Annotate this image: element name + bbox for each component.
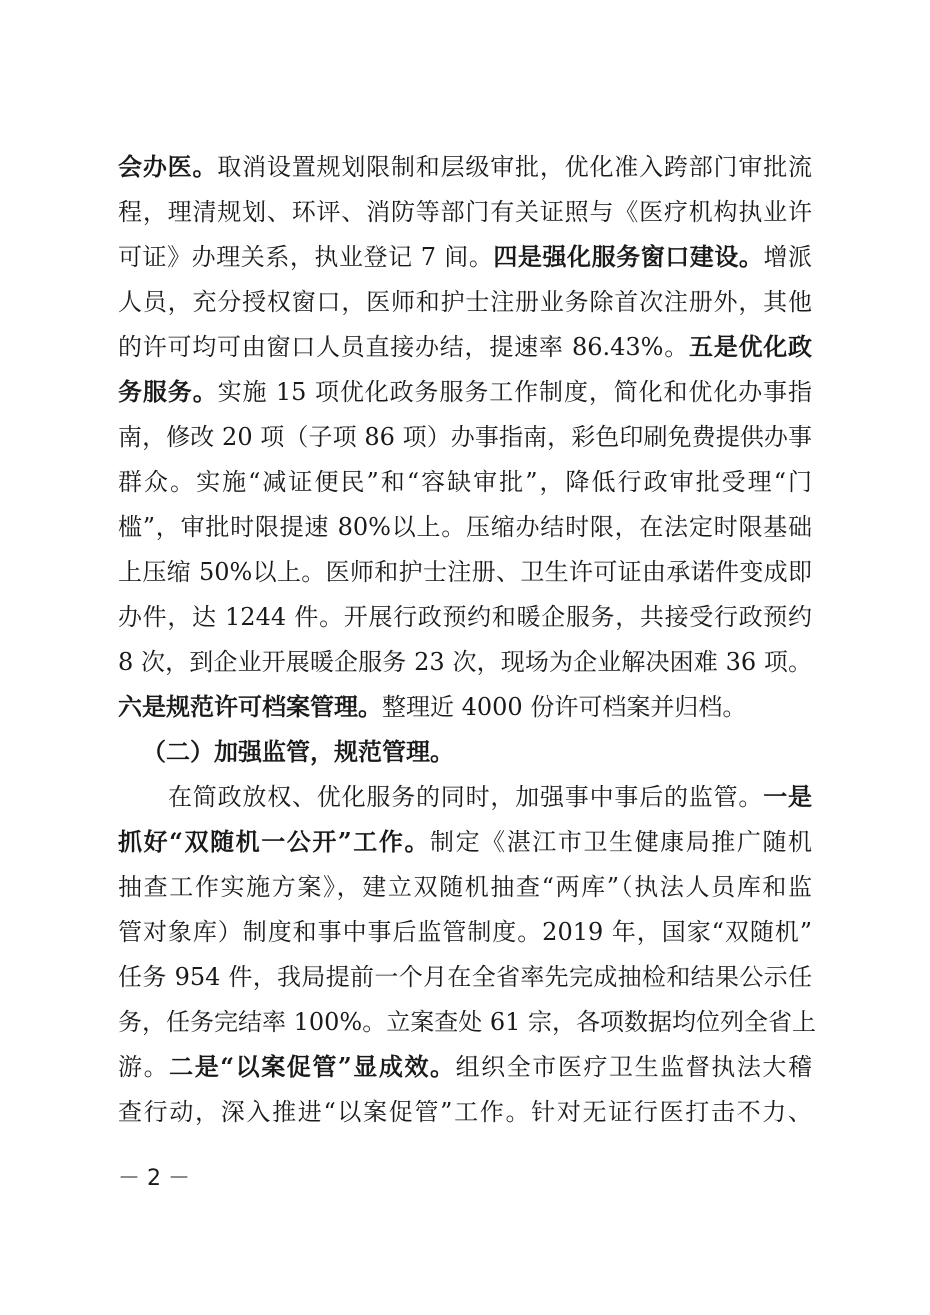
text-line xyxy=(118,196,812,228)
text-span: 办件，达 1244 件。开展行政预约和暖企服务，共接受行政预约 xyxy=(118,603,812,631)
text-line xyxy=(118,1096,812,1128)
text-line xyxy=(118,871,812,903)
text-span: 在简政放权、优化服务的同时，加强事中事后的监管。 xyxy=(168,783,764,811)
bold-text: （二）加强监管，规范管理。 xyxy=(142,737,454,766)
text-span: 任务 954 件，我局提前一个月在全省率先完成抽检和结果公示任 xyxy=(118,963,812,991)
text-span: 组织全市医疗卫生监督执法大稽 xyxy=(455,1053,813,1081)
text-line xyxy=(118,421,812,453)
text-span: 整理近 4000 份许可档案并归档。 xyxy=(382,693,747,721)
text-span: 南，修改 20 项（子项 86 项）办事指南，彩色印刷免费提供办事 xyxy=(118,423,812,451)
text-span: 群众。实施“减证便民”和“容缺审批”，降低行政审批受理“门 xyxy=(118,468,812,496)
text-span: 增派 xyxy=(763,243,813,271)
text-span: 程，理清规划、环评、消防等部门有关证照与《医疗机构执业许 xyxy=(118,198,812,226)
bold-text: 六是规范许可档案管理。 xyxy=(118,692,382,721)
bold-text: 四是强化服务窗口建设。 xyxy=(493,242,764,271)
text-line xyxy=(168,781,812,813)
bold-text: 抓好“双随机一公开”工作。 xyxy=(118,827,431,856)
text-line xyxy=(118,556,812,588)
text-line xyxy=(118,961,812,993)
text-line xyxy=(118,241,812,273)
text-line xyxy=(118,331,812,363)
text-span: 游。 xyxy=(118,1053,170,1081)
text-line xyxy=(118,511,812,543)
text-span: 可证》办理关系，执业登记 7 间。 xyxy=(118,243,494,271)
text-line xyxy=(118,286,812,318)
text-span: 实施 15 项优化政务服务工作制度，简化和优化办事指 xyxy=(217,378,813,406)
text-line xyxy=(118,466,812,498)
page-number: － 2 － xyxy=(118,1166,190,1191)
text-line xyxy=(118,1006,817,1038)
text-line xyxy=(118,376,812,408)
text-line xyxy=(118,916,812,948)
text-span: 槛”，审批时限提速 80%以上。压缩办结时限，在法定时限基础 xyxy=(118,513,812,541)
section-heading xyxy=(142,736,812,768)
text-line xyxy=(118,601,812,633)
text-line xyxy=(118,151,812,183)
bold-text: 五是优化政 xyxy=(688,332,813,361)
text-span: 8 次，到企业开展暖企服务 23 次，现场为企业解决困难 36 项。 xyxy=(118,648,812,676)
text-span: 制定《湛江市卫生健康局推广随机 xyxy=(430,828,813,856)
bold-text: 会办医。 xyxy=(118,152,218,181)
text-line xyxy=(118,646,812,678)
text-span: 查行动，深入推进“以案促管”工作。针对无证行医打击不力、 xyxy=(118,1098,812,1126)
text-span: 抽查工作实施方案》，建立双随机抽查“两库”（执法人员库和监 xyxy=(118,873,812,901)
text-span: 管对象库）制度和事中事后监管制度。2019 年，国家“双随机” xyxy=(118,918,812,946)
text-line xyxy=(118,1051,812,1083)
text-span: 务，任务完结率 100%。立案查处 61 宗，各项数据均位列全省上 xyxy=(118,1008,817,1036)
bold-text: 一是 xyxy=(763,782,813,811)
text-line xyxy=(118,826,812,858)
text-span: 人员，充分授权窗口，医师和护士注册业务除首次注册外，其他 xyxy=(118,288,812,316)
text-span: 上压缩 50%以上。医师和护士注册、卫生许可证由承诺件变成即 xyxy=(118,558,812,586)
text-span: 的许可均可由窗口人员直接办结，提速率 86.43%。 xyxy=(118,333,689,361)
bold-text: 务服务。 xyxy=(118,377,218,406)
text-line xyxy=(118,691,812,723)
bold-text: 二是“以案促管”显成效。 xyxy=(169,1052,456,1081)
text-span: 取消设置规划限制和层级审批，优化准入跨部门审批流 xyxy=(217,153,813,181)
